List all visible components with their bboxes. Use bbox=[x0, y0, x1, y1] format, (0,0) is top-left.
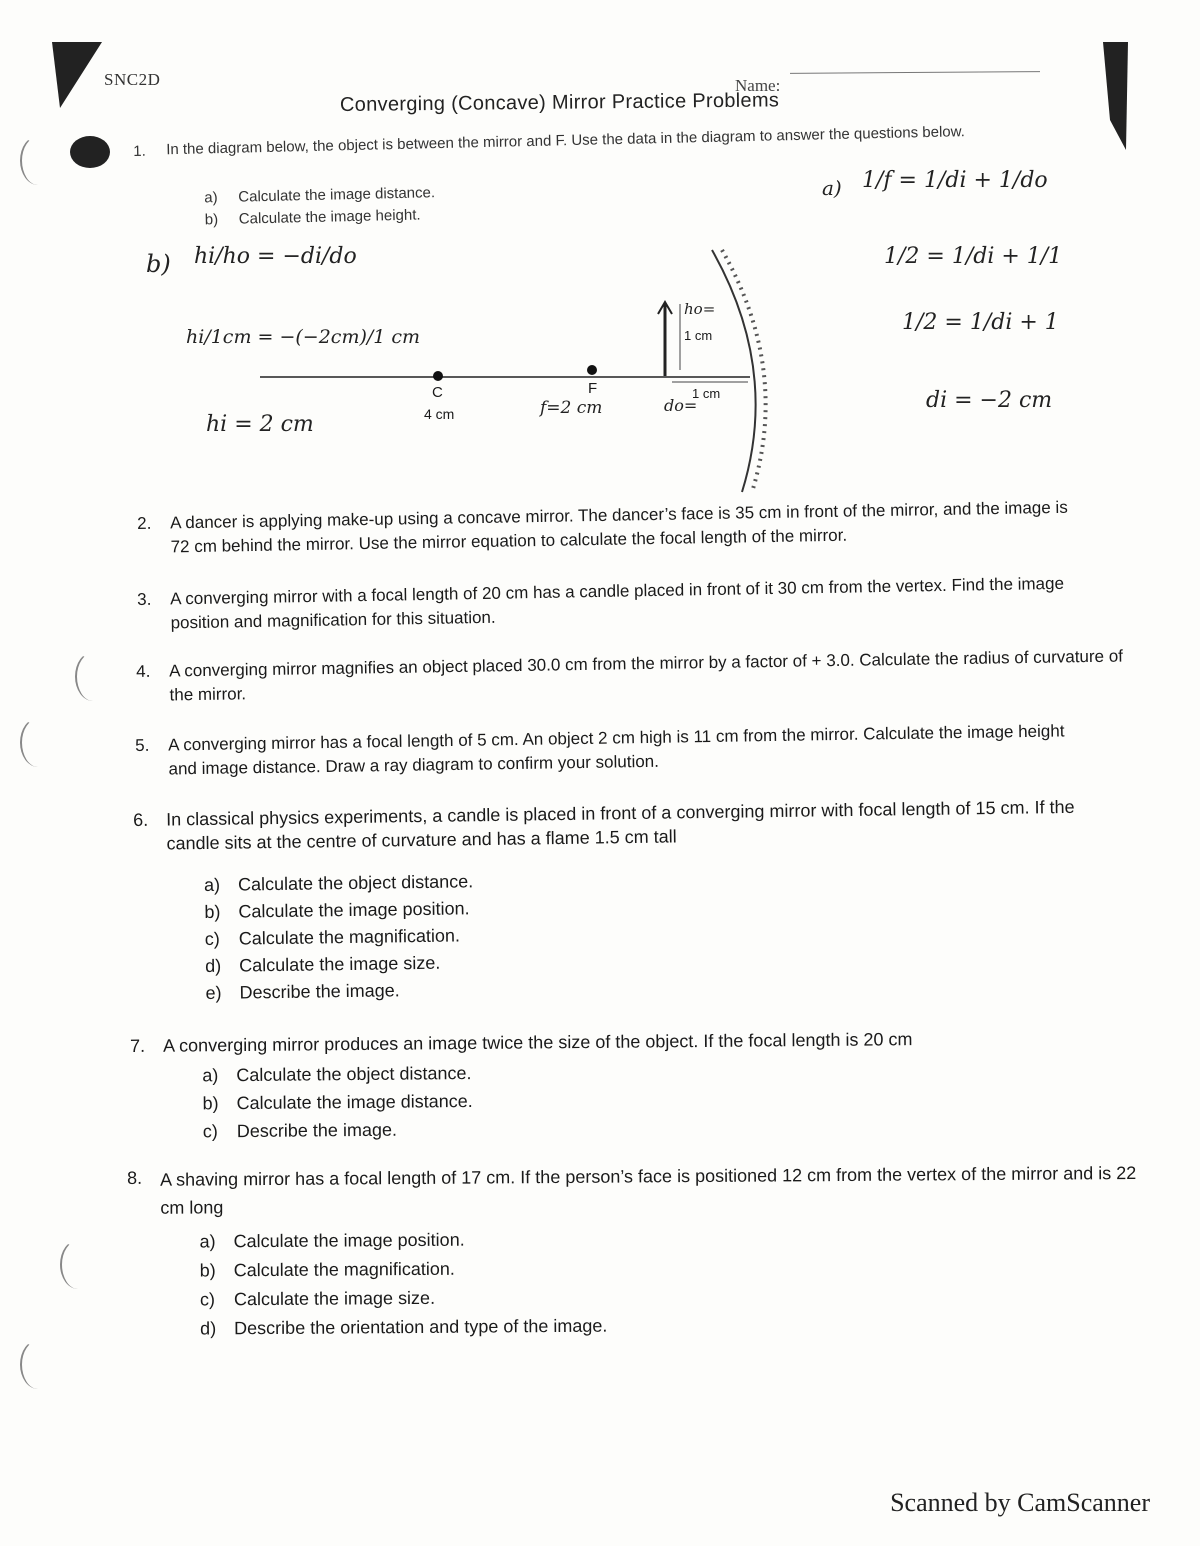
question-text: A converging mirror magnifies an object placed 30.0 cm from the mirror by a factor of + 3.0. Calculate the radius of curvature of the mirror. bbox=[169, 646, 1124, 705]
object-height-value: 1 cm bbox=[684, 328, 713, 343]
handwritten-b-label: b) bbox=[146, 250, 171, 278]
question-text: A dancer is applying make-up using a concave mirror. The dancer’s face is 35 cm in front of the mirror, and the image is 72 cm behind the mirror. Use the mirror equation to calculate the focal length of the mirror. bbox=[170, 497, 1068, 557]
part-text: Calculate the image position. bbox=[238, 898, 470, 922]
handwritten-a-formula: 1/f = 1/di + 1/do bbox=[862, 168, 1048, 193]
question-number: 4. bbox=[136, 661, 151, 681]
handwritten-b-answer: hi = 2 cm bbox=[206, 412, 314, 437]
question-part bbox=[202, 1061, 471, 1087]
handwritten-a-simplify: 1/2 = 1/di + 1 bbox=[902, 310, 1059, 335]
question-number: 7. bbox=[130, 1035, 146, 1056]
question-part bbox=[203, 1089, 473, 1115]
question-part bbox=[205, 978, 399, 1005]
part-label: b) bbox=[202, 1093, 219, 1114]
part-text: Calculate the image distance. bbox=[236, 1091, 473, 1114]
question-text: In classical physics experiments, a candle is placed in front of a converging mirror with focal length of 15 cm. If the candle sits at the centre of curvature and has a flame 1.5 cm tall bbox=[166, 796, 1075, 854]
point-c-label: C bbox=[432, 384, 443, 401]
point-c-distance: 4 cm bbox=[424, 406, 455, 422]
handwritten-a-answer: di = −2 cm bbox=[926, 388, 1053, 413]
part-label: d) bbox=[200, 1318, 217, 1339]
question-number: 6. bbox=[133, 809, 149, 830]
part-label: b) bbox=[204, 901, 221, 923]
name-label: Name: bbox=[735, 76, 781, 95]
part-label: a) bbox=[199, 1231, 216, 1252]
part-text: Calculate the image distance. bbox=[238, 184, 436, 206]
part-text: Calculate the image position. bbox=[233, 1229, 465, 1252]
part-label: c) bbox=[202, 1121, 218, 1142]
question-text: A shaving mirror has a focal length of 17 cm. If the person’s face is positioned 12 cm from the vertex of the mirror and is 22 cm long bbox=[160, 1162, 1137, 1218]
question-part bbox=[204, 869, 473, 897]
part-text: Calculate the image size. bbox=[233, 1287, 436, 1310]
question-part bbox=[203, 1118, 397, 1144]
object-distance-value: 1 cm bbox=[692, 386, 721, 401]
part-text: Calculate the object distance. bbox=[237, 871, 474, 895]
part-text: Calculate the magnification. bbox=[238, 925, 461, 949]
question-text: A converging mirror has a focal length of 5 cm. An object 2 cm high is 11 cm from the mirror. Calculate the image height and image distance. Draw a ray diagram to confirm your solution. bbox=[168, 721, 1065, 779]
question-text: In the diagram below, the object is between the mirror and F. Use the data in the diagram to answer the questions below. bbox=[166, 123, 966, 159]
part-label: c) bbox=[199, 1289, 216, 1310]
point-f-dot bbox=[587, 365, 597, 375]
course-code: SNC2D bbox=[104, 70, 161, 89]
question-number: 3. bbox=[137, 589, 152, 609]
point-c-dot bbox=[433, 371, 443, 381]
question-number: 2. bbox=[137, 513, 152, 533]
part-text: Calculate the magnification. bbox=[233, 1258, 455, 1281]
question-number: 1. bbox=[133, 142, 146, 160]
mirror-hatching bbox=[722, 250, 766, 492]
part-label: a) bbox=[204, 189, 218, 207]
question-text: A converging mirror with a focal length of 20 cm has a candle placed in front of it 30 cm from the vertex. Find the image position and magnification for this situation. bbox=[170, 573, 1065, 633]
point-f-label: F bbox=[588, 380, 598, 397]
part-text: Calculate the image height. bbox=[238, 206, 421, 228]
question-number: 5. bbox=[135, 735, 150, 755]
scanner-watermark: Scanned by CamScanner bbox=[890, 1488, 1150, 1517]
handwritten-a-substitution: 1/2 = 1/di + 1/1 bbox=[884, 244, 1063, 269]
question-part bbox=[199, 1228, 464, 1254]
question-part bbox=[200, 1286, 435, 1312]
question-part bbox=[200, 1257, 455, 1283]
question-text: A converging mirror produces an image twice the size of the object. If the focal length is 20 cm bbox=[163, 1029, 913, 1056]
part-text: Calculate the image size. bbox=[239, 952, 441, 976]
part-label: d) bbox=[205, 955, 222, 977]
part-label: e) bbox=[205, 982, 222, 1004]
question-number: 8. bbox=[127, 1167, 143, 1188]
object-height-label: ho= bbox=[684, 300, 716, 318]
object-distance-label: do= bbox=[664, 396, 698, 415]
part-label: b) bbox=[204, 211, 219, 229]
question-part bbox=[205, 951, 440, 978]
part-text: Describe the image. bbox=[236, 1119, 398, 1142]
part-label: b) bbox=[199, 1260, 216, 1281]
question-part bbox=[204, 896, 469, 924]
focal-length-label: f=2 cm bbox=[540, 398, 603, 418]
handwritten-b-formula: hi/ho = −di/do bbox=[194, 244, 357, 269]
question-part bbox=[205, 923, 460, 951]
part-label: a) bbox=[203, 874, 221, 896]
handwritten-a-label: a) bbox=[822, 176, 842, 200]
part-text: Calculate the object distance. bbox=[236, 1063, 472, 1086]
part-label: a) bbox=[202, 1065, 219, 1086]
concave-mirror bbox=[712, 250, 756, 492]
question-part bbox=[200, 1314, 607, 1341]
part-label: c) bbox=[204, 928, 220, 950]
page-title: Converging (Concave) Mirror Practice Problems bbox=[339, 89, 780, 116]
part-text: Describe the orientation and type of the image. bbox=[234, 1315, 608, 1339]
part-text: Describe the image. bbox=[239, 980, 400, 1003]
handwritten-b-substitution: hi/1cm = −(−2cm)/1 cm bbox=[186, 326, 421, 348]
